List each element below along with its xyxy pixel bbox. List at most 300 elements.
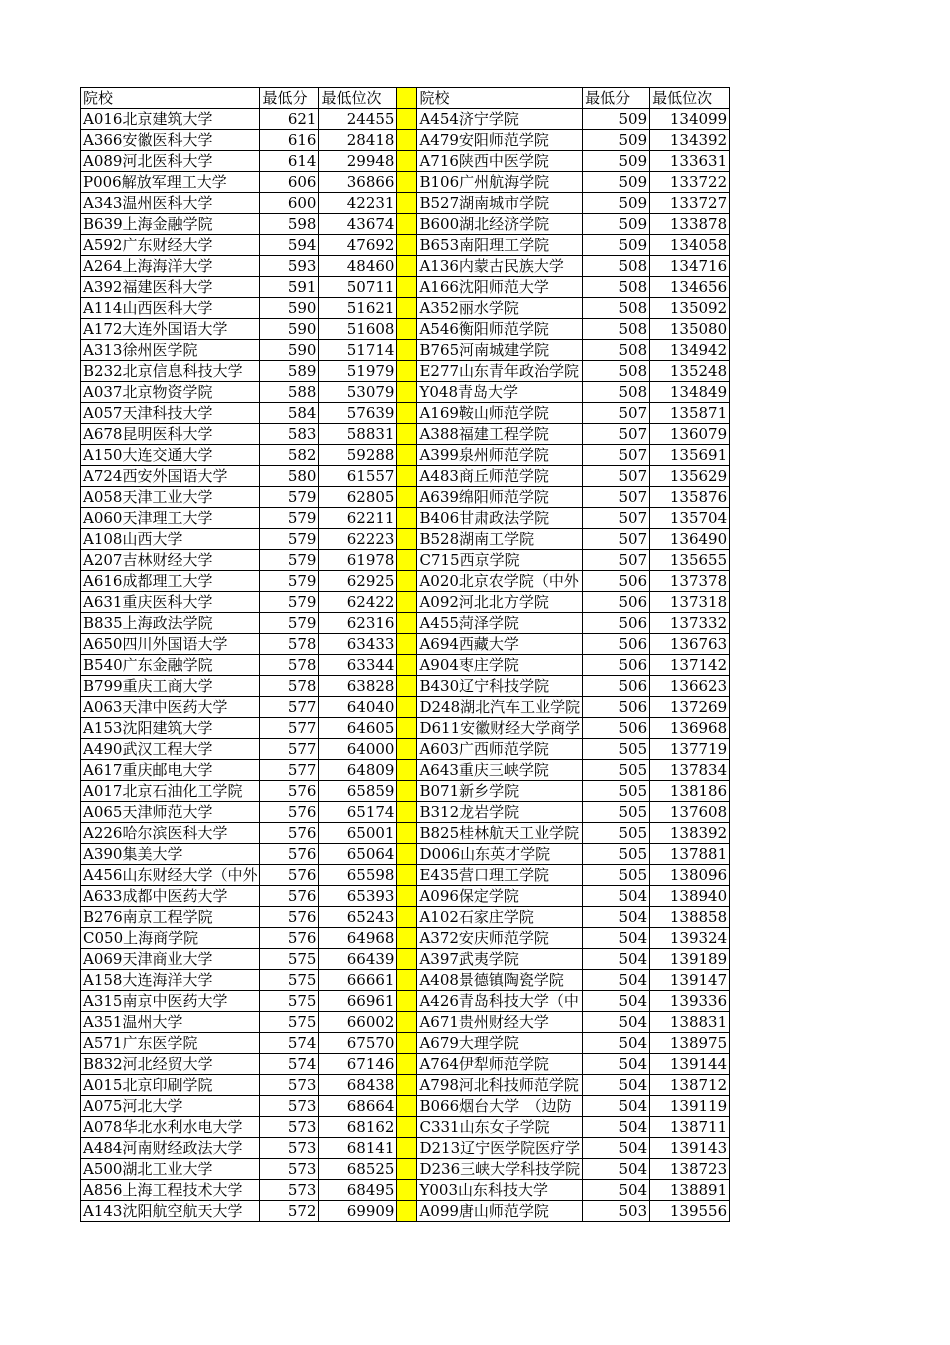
cell-min-rank-left: 66439 — [319, 949, 397, 970]
cell-school-right: A096保定学院 — [417, 886, 583, 907]
cell-min-rank-right: 138723 — [650, 1159, 730, 1180]
cell-min-rank-left: 65001 — [319, 823, 397, 844]
highlight-separator-cell — [397, 1159, 417, 1180]
cell-min-score-right: 508 — [583, 361, 650, 382]
table-row — [81, 235, 730, 256]
cell-min-score-right: 506 — [583, 613, 650, 634]
cell-min-score-left: 600 — [260, 193, 319, 214]
cell-school-left: A057天津科技大学 — [81, 403, 260, 424]
cell-school-right: A169鞍山师范学院 — [417, 403, 583, 424]
cell-min-rank-right: 137318 — [650, 592, 730, 613]
cell-school-left: A153沈阳建筑大学 — [81, 718, 260, 739]
table-row — [81, 277, 730, 298]
highlight-separator-cell — [397, 1117, 417, 1138]
highlight-separator-cell — [397, 1180, 417, 1201]
cell-min-rank-left: 69909 — [319, 1201, 397, 1222]
highlight-separator-cell — [397, 88, 417, 109]
cell-school-right: A397武夷学院 — [417, 949, 583, 970]
admission-score-table — [80, 87, 730, 1222]
cell-min-score-right: 509 — [583, 109, 650, 130]
cell-min-score-right: 504 — [583, 970, 650, 991]
cell-min-rank-left: 64000 — [319, 739, 397, 760]
cell-school-left: A617重庆邮电大学 — [81, 760, 260, 781]
cell-min-rank-left: 68525 — [319, 1159, 397, 1180]
highlight-separator-cell — [397, 655, 417, 676]
cell-min-rank-right: 138858 — [650, 907, 730, 928]
highlight-separator-cell — [397, 424, 417, 445]
cell-min-rank-right: 137881 — [650, 844, 730, 865]
table-row — [81, 886, 730, 907]
cell-school-right: B406甘肃政法学院 — [417, 508, 583, 529]
cell-min-score-left: 579 — [260, 613, 319, 634]
cell-school-left: B276南京工程学院 — [81, 907, 260, 928]
cell-min-score-left: 573 — [260, 1159, 319, 1180]
cell-min-rank-left: 64605 — [319, 718, 397, 739]
highlight-separator-cell — [397, 1054, 417, 1075]
col-header-min-score-right: 最低分 — [583, 88, 650, 109]
cell-school-right: A166沈阳师范大学 — [417, 277, 583, 298]
cell-min-rank-right: 139144 — [650, 1054, 730, 1075]
cell-school-left: A592广东财经大学 — [81, 235, 260, 256]
cell-min-score-right: 506 — [583, 718, 650, 739]
cell-min-score-right: 504 — [583, 928, 650, 949]
table-row — [81, 256, 730, 277]
table-row — [81, 403, 730, 424]
cell-school-right: Y048青岛大学 — [417, 382, 583, 403]
cell-min-score-left: 575 — [260, 949, 319, 970]
highlight-separator-cell — [397, 676, 417, 697]
cell-min-rank-left: 47692 — [319, 235, 397, 256]
cell-min-score-right: 506 — [583, 571, 650, 592]
cell-min-rank-right: 138831 — [650, 1012, 730, 1033]
highlight-separator-cell — [397, 970, 417, 991]
table-row — [81, 907, 730, 928]
cell-min-rank-left: 51979 — [319, 361, 397, 382]
cell-school-right: A372安庆师范学院 — [417, 928, 583, 949]
table-row — [81, 1075, 730, 1096]
highlight-separator-cell — [397, 697, 417, 718]
cell-school-left: A017北京石油化工学院 — [81, 781, 260, 802]
cell-min-score-right: 509 — [583, 235, 650, 256]
cell-school-right: B528湖南工学院 — [417, 529, 583, 550]
highlight-separator-cell — [397, 928, 417, 949]
cell-min-rank-left: 61557 — [319, 466, 397, 487]
highlight-separator-cell — [397, 298, 417, 319]
table-row — [81, 193, 730, 214]
cell-school-right: A716陕西中医学院 — [417, 151, 583, 172]
cell-min-rank-right: 133727 — [650, 193, 730, 214]
cell-min-score-right: 504 — [583, 1054, 650, 1075]
table-row — [81, 970, 730, 991]
cell-school-right: D236三峡大学科技学院 — [417, 1159, 583, 1180]
cell-min-score-left: 579 — [260, 571, 319, 592]
cell-school-left: A037北京物资学院 — [81, 382, 260, 403]
table-row — [81, 865, 730, 886]
cell-min-rank-left: 64968 — [319, 928, 397, 949]
cell-school-right: B430辽宁科技学院 — [417, 676, 583, 697]
cell-school-right: E277山东青年政治学院 — [417, 361, 583, 382]
highlight-separator-cell — [397, 193, 417, 214]
cell-min-rank-left: 63344 — [319, 655, 397, 676]
highlight-separator-cell — [397, 109, 417, 130]
cell-min-rank-right: 134392 — [650, 130, 730, 151]
cell-min-rank-right: 139147 — [650, 970, 730, 991]
highlight-separator-cell — [397, 802, 417, 823]
cell-min-score-right: 504 — [583, 1117, 650, 1138]
table-row — [81, 1180, 730, 1201]
table-row — [81, 1117, 730, 1138]
cell-min-rank-left: 65598 — [319, 865, 397, 886]
cell-school-left: A484河南财经政法大学 — [81, 1138, 260, 1159]
cell-min-score-left: 583 — [260, 424, 319, 445]
cell-min-score-right: 509 — [583, 193, 650, 214]
cell-school-right: D006山东英才学院 — [417, 844, 583, 865]
cell-min-score-left: 577 — [260, 697, 319, 718]
cell-school-right: D213辽宁医学院医疗学 — [417, 1138, 583, 1159]
cell-school-right: B765河南城建学院 — [417, 340, 583, 361]
highlight-separator-cell — [397, 823, 417, 844]
cell-min-rank-left: 29948 — [319, 151, 397, 172]
cell-school-left: A856上海工程技术大学 — [81, 1180, 260, 1201]
cell-min-rank-right: 137608 — [650, 802, 730, 823]
cell-min-score-left: 575 — [260, 970, 319, 991]
cell-min-score-left: 579 — [260, 529, 319, 550]
cell-min-score-left: 574 — [260, 1054, 319, 1075]
highlight-separator-cell — [397, 613, 417, 634]
cell-school-right: E435营口理工学院 — [417, 865, 583, 886]
cell-school-left: A633成都中医药大学 — [81, 886, 260, 907]
col-header-min-rank-left: 最低位次 — [319, 88, 397, 109]
table-row — [81, 655, 730, 676]
cell-min-rank-left: 36866 — [319, 172, 397, 193]
cell-school-left: A078华北水利水电大学 — [81, 1117, 260, 1138]
highlight-separator-cell — [397, 277, 417, 298]
cell-school-right: A099唐山师范学院 — [417, 1201, 583, 1222]
cell-min-score-right: 506 — [583, 676, 650, 697]
cell-min-score-right: 507 — [583, 487, 650, 508]
table-row — [81, 1096, 730, 1117]
table-row — [81, 109, 730, 130]
cell-min-rank-right: 135871 — [650, 403, 730, 424]
cell-min-rank-left: 65064 — [319, 844, 397, 865]
table-row — [81, 424, 730, 445]
cell-min-score-right: 504 — [583, 907, 650, 928]
cell-min-rank-right: 133631 — [650, 151, 730, 172]
cell-school-left: A172大连外国语大学 — [81, 319, 260, 340]
table-row — [81, 844, 730, 865]
highlight-separator-cell — [397, 781, 417, 802]
cell-school-right: A764伊犁师范学院 — [417, 1054, 583, 1075]
cell-min-score-left: 575 — [260, 991, 319, 1012]
cell-school-right: A643重庆三峡学院 — [417, 760, 583, 781]
cell-school-left: A456山东财经大学（中外 — [81, 865, 260, 886]
cell-min-score-right: 504 — [583, 886, 650, 907]
cell-min-rank-right: 135691 — [650, 445, 730, 466]
cell-min-rank-right: 134716 — [650, 256, 730, 277]
cell-min-score-right: 504 — [583, 1075, 650, 1096]
cell-min-rank-right: 137719 — [650, 739, 730, 760]
cell-min-score-left: 576 — [260, 781, 319, 802]
cell-min-rank-right: 134058 — [650, 235, 730, 256]
cell-min-score-right: 505 — [583, 823, 650, 844]
cell-min-rank-right: 136079 — [650, 424, 730, 445]
highlight-separator-cell — [397, 130, 417, 151]
cell-min-rank-left: 62805 — [319, 487, 397, 508]
cell-min-rank-left: 62316 — [319, 613, 397, 634]
highlight-separator-cell — [397, 319, 417, 340]
cell-school-left: A313徐州医学院 — [81, 340, 260, 361]
cell-min-rank-left: 42231 — [319, 193, 397, 214]
cell-min-score-left: 577 — [260, 760, 319, 781]
highlight-separator-cell — [397, 760, 417, 781]
cell-min-score-left: 578 — [260, 676, 319, 697]
cell-min-score-left: 576 — [260, 823, 319, 844]
highlight-separator-cell — [397, 739, 417, 760]
cell-school-left: B232北京信息科技大学 — [81, 361, 260, 382]
cell-school-right: B312龙岩学院 — [417, 802, 583, 823]
cell-school-left: A108山西大学 — [81, 529, 260, 550]
cell-school-left: A158大连海洋大学 — [81, 970, 260, 991]
cell-school-right: A352丽水学院 — [417, 298, 583, 319]
cell-min-rank-left: 62422 — [319, 592, 397, 613]
cell-school-left: A264上海海洋大学 — [81, 256, 260, 277]
table-row — [81, 1159, 730, 1180]
cell-min-rank-left: 67570 — [319, 1033, 397, 1054]
highlight-separator-cell — [397, 571, 417, 592]
cell-school-right: B527湖南城市学院 — [417, 193, 583, 214]
cell-min-score-right: 506 — [583, 655, 650, 676]
table-row — [81, 550, 730, 571]
cell-school-left: A069天津商业大学 — [81, 949, 260, 970]
cell-school-right: A454济宁学院 — [417, 109, 583, 130]
cell-school-right: B106广州航海学院 — [417, 172, 583, 193]
cell-school-right: B825桂林航天工业学院 — [417, 823, 583, 844]
cell-school-right: Y003山东科技大学 — [417, 1180, 583, 1201]
cell-school-left: A089河北医科大学 — [81, 151, 260, 172]
cell-school-left: A571广东医学院 — [81, 1033, 260, 1054]
cell-min-score-left: 579 — [260, 550, 319, 571]
table-row — [81, 592, 730, 613]
cell-min-rank-left: 63433 — [319, 634, 397, 655]
table-row — [81, 445, 730, 466]
cell-school-left: B832河北经贸大学 — [81, 1054, 260, 1075]
cell-min-rank-left: 59288 — [319, 445, 397, 466]
cell-min-score-left: 591 — [260, 277, 319, 298]
cell-min-score-left: 575 — [260, 1012, 319, 1033]
highlight-separator-cell — [397, 907, 417, 928]
highlight-separator-cell — [397, 151, 417, 172]
cell-min-rank-right: 135248 — [650, 361, 730, 382]
cell-school-right: B071新乡学院 — [417, 781, 583, 802]
cell-min-score-right: 509 — [583, 172, 650, 193]
cell-min-rank-right: 137142 — [650, 655, 730, 676]
cell-min-rank-left: 68162 — [319, 1117, 397, 1138]
highlight-separator-cell — [397, 550, 417, 571]
cell-min-score-left: 577 — [260, 739, 319, 760]
cell-school-right: A798河北科技师范学院 — [417, 1075, 583, 1096]
table-row — [81, 382, 730, 403]
table-row — [81, 634, 730, 655]
cell-min-score-left: 590 — [260, 340, 319, 361]
table-row — [81, 571, 730, 592]
cell-school-right: B600湖北经济学院 — [417, 214, 583, 235]
cell-min-score-left: 576 — [260, 928, 319, 949]
cell-school-left: B639上海金融学院 — [81, 214, 260, 235]
cell-min-rank-right: 135876 — [650, 487, 730, 508]
cell-school-right: A408景德镇陶瓷学院 — [417, 970, 583, 991]
col-header-school-right: 院校 — [417, 88, 583, 109]
cell-min-score-right: 504 — [583, 949, 650, 970]
cell-school-left: A063天津中医药大学 — [81, 697, 260, 718]
cell-school-left: A500湖北工业大学 — [81, 1159, 260, 1180]
highlight-separator-cell — [397, 592, 417, 613]
table-row — [81, 508, 730, 529]
cell-min-rank-right: 139324 — [650, 928, 730, 949]
table-row — [81, 991, 730, 1012]
cell-min-rank-right: 136623 — [650, 676, 730, 697]
cell-min-score-right: 508 — [583, 319, 650, 340]
cell-min-score-right: 505 — [583, 760, 650, 781]
cell-min-rank-left: 43674 — [319, 214, 397, 235]
cell-school-right: A388福建工程学院 — [417, 424, 583, 445]
cell-school-right: C715西京学院 — [417, 550, 583, 571]
cell-min-rank-left: 50711 — [319, 277, 397, 298]
cell-min-score-right: 504 — [583, 1096, 650, 1117]
cell-school-right: A020北京农学院（中外 — [417, 571, 583, 592]
cell-school-right: A546衡阳师范学院 — [417, 319, 583, 340]
cell-min-rank-right: 136763 — [650, 634, 730, 655]
highlight-separator-cell — [397, 403, 417, 424]
cell-min-score-left: 579 — [260, 592, 319, 613]
cell-min-rank-right: 137269 — [650, 697, 730, 718]
highlight-separator-cell — [397, 361, 417, 382]
cell-min-score-right: 507 — [583, 466, 650, 487]
cell-min-rank-right: 136968 — [650, 718, 730, 739]
highlight-separator-cell — [397, 256, 417, 277]
cell-min-rank-right: 138186 — [650, 781, 730, 802]
cell-min-score-right: 508 — [583, 298, 650, 319]
cell-school-right: A479安阳师范学院 — [417, 130, 583, 151]
table-row — [81, 214, 730, 235]
cell-school-right: A399泉州师范学院 — [417, 445, 583, 466]
cell-school-right: A679大理学院 — [417, 1033, 583, 1054]
header-row — [81, 88, 730, 109]
cell-school-left: A390集美大学 — [81, 844, 260, 865]
table-row — [81, 172, 730, 193]
cell-school-right: D248湖北汽车工业学院 — [417, 697, 583, 718]
cell-min-score-left: 577 — [260, 718, 319, 739]
cell-min-rank-right: 135629 — [650, 466, 730, 487]
highlight-separator-cell — [397, 1201, 417, 1222]
cell-min-score-left: 579 — [260, 508, 319, 529]
cell-min-rank-left: 24455 — [319, 109, 397, 130]
cell-min-score-left: 584 — [260, 403, 319, 424]
cell-min-rank-right: 138891 — [650, 1180, 730, 1201]
cell-min-rank-left: 28418 — [319, 130, 397, 151]
cell-min-score-right: 504 — [583, 991, 650, 1012]
cell-school-left: A016北京建筑大学 — [81, 109, 260, 130]
cell-school-right: A694西藏大学 — [417, 634, 583, 655]
cell-min-score-left: 572 — [260, 1201, 319, 1222]
cell-school-left: A678昆明医科大学 — [81, 424, 260, 445]
cell-min-rank-right: 139143 — [650, 1138, 730, 1159]
highlight-separator-cell — [397, 865, 417, 886]
cell-min-rank-right: 134099 — [650, 109, 730, 130]
cell-min-rank-left: 66961 — [319, 991, 397, 1012]
table-row — [81, 1012, 730, 1033]
cell-min-rank-left: 64040 — [319, 697, 397, 718]
cell-min-rank-left: 65174 — [319, 802, 397, 823]
cell-min-score-right: 509 — [583, 151, 650, 172]
cell-min-score-left: 576 — [260, 802, 319, 823]
cell-school-left: A616成都理工大学 — [81, 571, 260, 592]
cell-school-left: A065天津师范大学 — [81, 802, 260, 823]
table-row — [81, 739, 730, 760]
cell-min-score-right: 508 — [583, 256, 650, 277]
cell-min-rank-left: 51608 — [319, 319, 397, 340]
cell-min-score-right: 504 — [583, 1012, 650, 1033]
cell-school-left: B540广东金融学院 — [81, 655, 260, 676]
cell-min-rank-right: 139189 — [650, 949, 730, 970]
cell-school-left: P006解放军理工大学 — [81, 172, 260, 193]
cell-min-rank-left: 51714 — [319, 340, 397, 361]
cell-min-rank-right: 139336 — [650, 991, 730, 1012]
cell-school-right: A904枣庄学院 — [417, 655, 583, 676]
table-row — [81, 613, 730, 634]
cell-min-score-left: 573 — [260, 1180, 319, 1201]
table-row — [81, 466, 730, 487]
highlight-separator-cell — [397, 886, 417, 907]
cell-school-left: A015北京印刷学院 — [81, 1075, 260, 1096]
cell-min-score-left: 578 — [260, 655, 319, 676]
cell-school-left: A315南京中医药大学 — [81, 991, 260, 1012]
highlight-separator-cell — [397, 466, 417, 487]
cell-school-right: C331山东女子学院 — [417, 1117, 583, 1138]
cell-min-score-right: 509 — [583, 214, 650, 235]
cell-school-left: A724西安外国语大学 — [81, 466, 260, 487]
cell-min-score-left: 598 — [260, 214, 319, 235]
cell-school-left: A650四川外国语大学 — [81, 634, 260, 655]
highlight-separator-cell — [397, 1138, 417, 1159]
cell-school-left: A143沈阳航空航天大学 — [81, 1201, 260, 1222]
cell-min-score-left: 576 — [260, 865, 319, 886]
cell-min-score-left: 573 — [260, 1075, 319, 1096]
cell-min-rank-right: 137834 — [650, 760, 730, 781]
table-row — [81, 802, 730, 823]
cell-min-rank-right: 133722 — [650, 172, 730, 193]
table-row — [81, 1201, 730, 1222]
cell-min-rank-left: 57639 — [319, 403, 397, 424]
cell-min-score-left: 580 — [260, 466, 319, 487]
cell-min-score-left: 576 — [260, 886, 319, 907]
cell-min-score-left: 590 — [260, 298, 319, 319]
cell-min-score-right: 507 — [583, 529, 650, 550]
cell-min-score-right: 505 — [583, 844, 650, 865]
cell-min-score-right: 508 — [583, 340, 650, 361]
cell-min-rank-right: 134942 — [650, 340, 730, 361]
cell-min-rank-left: 65243 — [319, 907, 397, 928]
cell-school-right: A639绵阳师范学院 — [417, 487, 583, 508]
cell-min-score-right: 505 — [583, 865, 650, 886]
cell-min-score-left: 589 — [260, 361, 319, 382]
table-row — [81, 676, 730, 697]
cell-min-rank-right: 138096 — [650, 865, 730, 886]
cell-min-rank-left: 67146 — [319, 1054, 397, 1075]
cell-min-score-right: 507 — [583, 424, 650, 445]
cell-min-rank-right: 138975 — [650, 1033, 730, 1054]
cell-min-rank-left: 68141 — [319, 1138, 397, 1159]
cell-min-score-right: 504 — [583, 1180, 650, 1201]
